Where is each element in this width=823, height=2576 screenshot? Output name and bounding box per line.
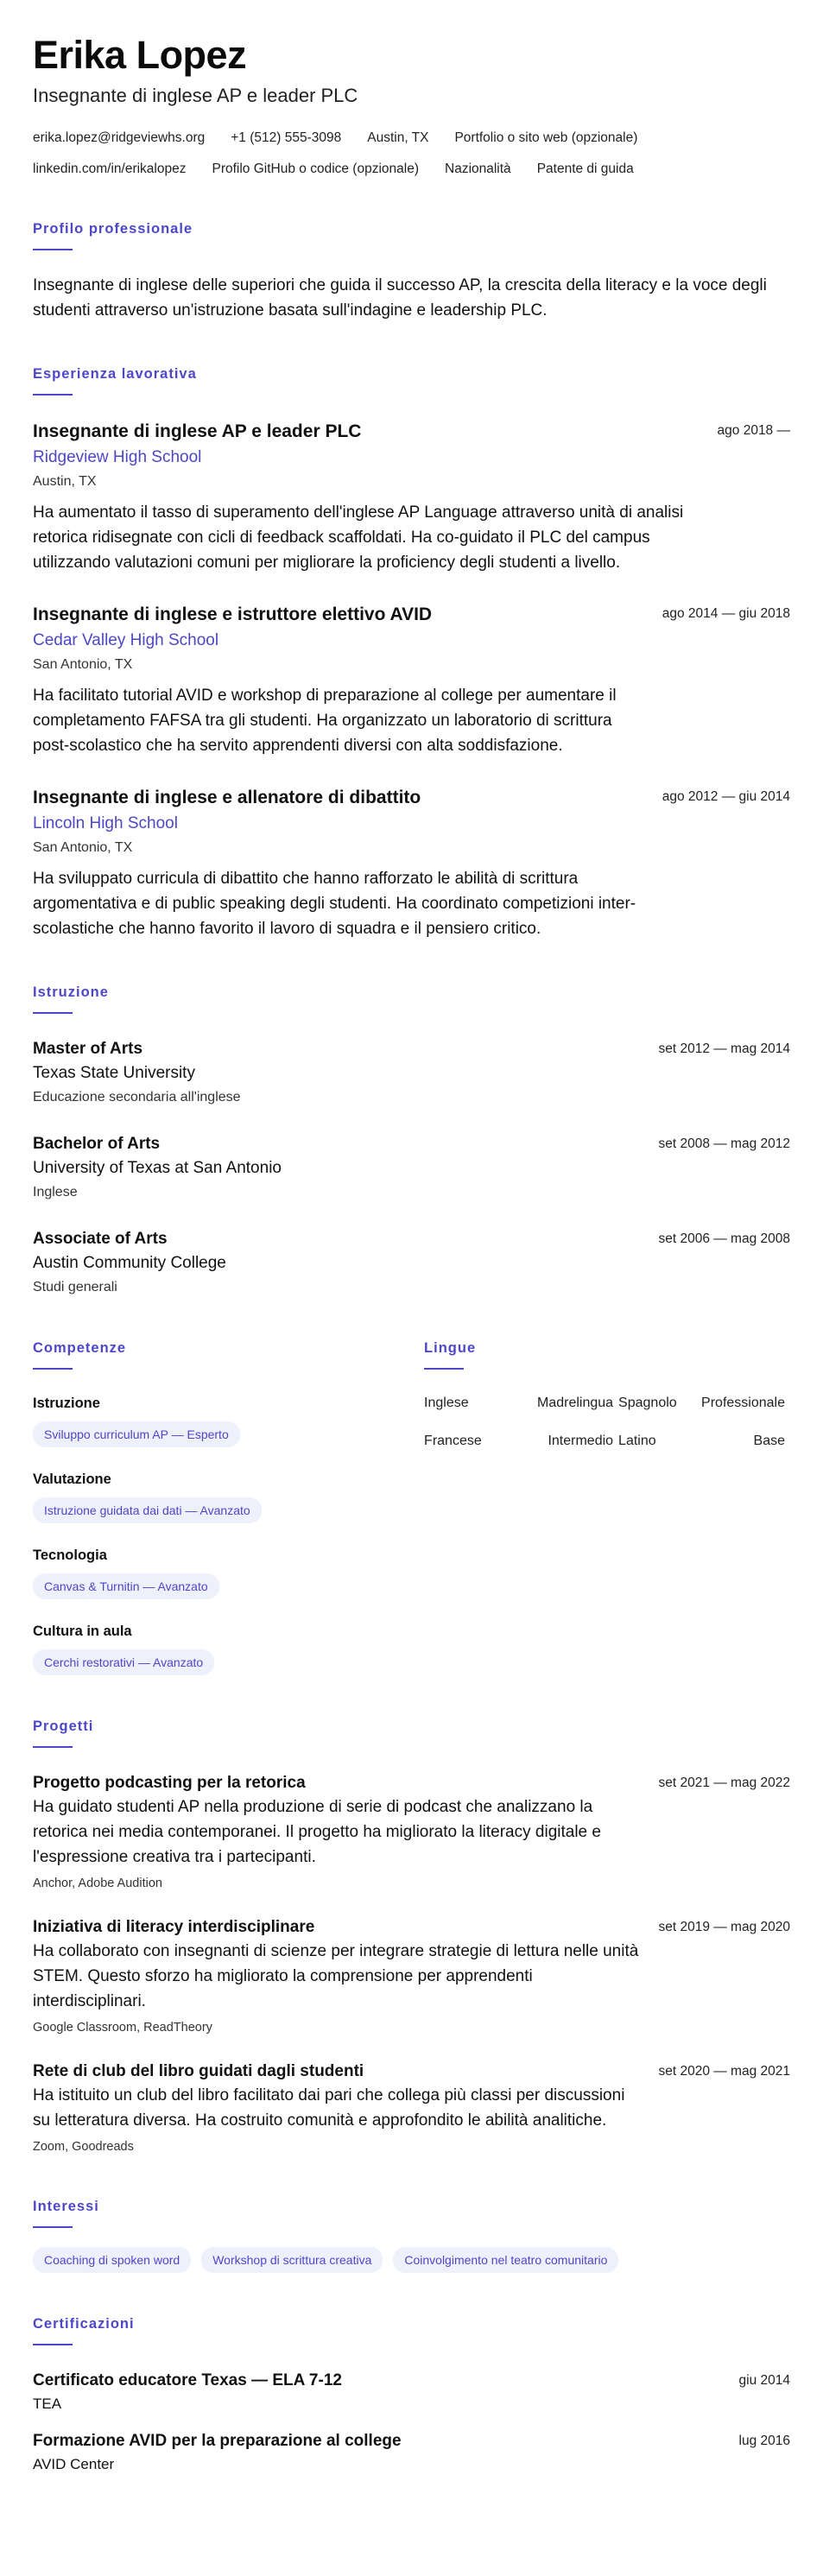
skills-section bbox=[33, 1339, 424, 1675]
project-tools: Zoom, Goodreads bbox=[33, 2140, 134, 2154]
certification-issuer: TEA bbox=[33, 2396, 62, 2412]
project-item bbox=[33, 1916, 790, 2036]
certification-date: lug 2016 bbox=[738, 2434, 790, 2448]
skill-category: Valutazione bbox=[33, 1472, 111, 1487]
degree-name: Master of Arts bbox=[33, 1040, 143, 1058]
languages-list bbox=[424, 1394, 790, 1451]
project-name: Iniziativa di literacy interdisciplinare bbox=[33, 1918, 315, 1936]
certification-issuer: AVID Center bbox=[33, 2456, 115, 2472]
skill-chip: Canvas & Turnitin — Avanzato bbox=[33, 1573, 219, 1599]
language-name: Latino bbox=[618, 1434, 656, 1448]
job-description: Ha facilitato tutorial AVID e workshop di preparazione al college per aumentare il completamento FAFSA tra gli studenti. Ha organizzato un laboratorio di scrittura post-scolastico che ha servito apprendenti diversi con alta soddisfazione. bbox=[33, 687, 617, 755]
skill-category: Tecnologia bbox=[33, 1547, 107, 1563]
project-dates: set 2019 — mag 2020 bbox=[658, 1920, 790, 1934]
experience-item bbox=[33, 786, 790, 941]
education-item bbox=[33, 1133, 790, 1202]
section-title: Interessi bbox=[33, 2199, 99, 2214]
job-description: Ha sviluppato curricula di dibattito che hanno rafforzato le abilità di scrittura argomentativa e di public speaking degli studenti. Ha coordinato competizioni inter-scolastiche che hanno favorito il lavoro di squadra e il pensiero critico. bbox=[33, 870, 636, 938]
certification-item bbox=[33, 2430, 790, 2475]
section-divider bbox=[33, 249, 73, 250]
project-tools: Google Classroom, ReadTheory bbox=[33, 2021, 212, 2035]
contact-linkedin[interactable]: linkedin.com/in/erikalopez bbox=[33, 161, 187, 176]
section-divider bbox=[33, 1746, 73, 1748]
section-title: Istruzione bbox=[33, 984, 109, 1000]
project-description: Ha collaborato con insegnanti di scienze per integrare strategie di lettura nelle unità STEM. Questo sforzo ha migliorato la comprensione per apprendenti interdisciplinari. bbox=[33, 1942, 639, 2010]
language-name: Francese bbox=[424, 1434, 482, 1448]
education-item bbox=[33, 1038, 790, 1107]
certification-name: Formazione AVID per la preparazione al college bbox=[33, 2432, 402, 2450]
languages-section bbox=[424, 1339, 790, 1675]
job-title: Insegnante di inglese AP e leader PLC bbox=[33, 421, 362, 441]
projects-section bbox=[33, 1717, 790, 2155]
summary-text: Insegnante di inglese delle superiori che guida il successo AP, la crescita della literacy e la voce degli studenti attraverso un'istruzione basata sull'indagine e leadership PLC. bbox=[33, 276, 767, 320]
skill-group bbox=[33, 1546, 424, 1599]
contact-github[interactable]: Profilo GitHub o codice (opzionale) bbox=[212, 161, 419, 176]
experience-section bbox=[33, 364, 790, 941]
skill-chip: Istruzione guidata dai dati — Avanzato bbox=[33, 1497, 262, 1523]
field-of-study: Studi generali bbox=[33, 1280, 117, 1294]
summary-section bbox=[33, 219, 790, 323]
school-name: Texas State University bbox=[33, 1064, 195, 1082]
certifications-section bbox=[33, 2314, 790, 2475]
interest-chip: Workshop di scrittura creativa bbox=[201, 2247, 383, 2273]
skills-languages-row bbox=[33, 1339, 790, 1675]
language-level: Intermedio bbox=[548, 1434, 614, 1448]
project-description: Ha istituito un club del libro facilitato dai pari che collega più classi per discussioni su letteratura diversa. Ha costruito comunità e approfondito le abilità analitiche. bbox=[33, 2086, 625, 2130]
section-title: Competenze bbox=[33, 1340, 127, 1356]
education-dates: set 2008 — mag 2012 bbox=[658, 1136, 790, 1151]
candidate-headline: Insegnante di inglese AP e leader PLC bbox=[33, 85, 358, 106]
section-title: Esperienza lavorativa bbox=[33, 366, 197, 382]
job-title: Insegnante di inglese e allenatore di dibattito bbox=[33, 788, 421, 807]
section-divider bbox=[33, 2344, 73, 2345]
degree-name: Associate of Arts bbox=[33, 1230, 168, 1248]
language-level: Madrelingua bbox=[536, 1396, 614, 1410]
section-divider bbox=[33, 2226, 73, 2228]
education-item bbox=[33, 1228, 790, 1297]
company-name: Ridgeview High School bbox=[33, 448, 202, 466]
section-divider bbox=[33, 394, 73, 396]
project-description: Ha guidato studenti AP nella produzione di serie di podcast che analizzano la retorica nei media contemporanei. Il progetto ha migliorato la literacy digitale e l'espressione creativa tra i partecipanti. bbox=[33, 1798, 601, 1866]
job-dates: ago 2014 — giu 2018 bbox=[662, 606, 790, 621]
education-dates: set 2012 — mag 2014 bbox=[658, 1041, 790, 1056]
language-level: Base bbox=[753, 1434, 785, 1448]
job-dates: ago 2012 — giu 2014 bbox=[662, 789, 790, 804]
interests-list bbox=[33, 2247, 790, 2273]
skill-category: Istruzione bbox=[33, 1396, 100, 1411]
job-title: Insegnante di inglese e istruttore elettivo AVID bbox=[33, 604, 433, 624]
education-dates: set 2006 — mag 2008 bbox=[658, 1231, 790, 1246]
school-name: Austin Community College bbox=[33, 1254, 226, 1272]
contact-row bbox=[33, 130, 790, 147]
contact-nationality: Nazionalità bbox=[445, 161, 511, 176]
project-name: Rete di club del libro guidati dagli studenti bbox=[33, 2062, 364, 2080]
contact-email[interactable]: erika.lopez@ridgeviewhs.org bbox=[33, 130, 206, 145]
certification-name: Certificato educatore Texas — ELA 7-12 bbox=[33, 2371, 342, 2389]
company-name: Lincoln High School bbox=[33, 814, 178, 832]
project-name: Progetto podcasting per la retorica bbox=[33, 1774, 306, 1792]
contact-portfolio[interactable]: Portfolio o sito web (opzionale) bbox=[454, 130, 638, 145]
education-section bbox=[33, 983, 790, 1297]
job-dates: ago 2018 — bbox=[717, 423, 790, 438]
field-of-study: Educazione secondaria all'inglese bbox=[33, 1090, 241, 1104]
section-divider bbox=[424, 1368, 464, 1370]
contact-location: Austin, TX bbox=[367, 130, 429, 145]
school-name: University of Texas at San Antonio bbox=[33, 1159, 282, 1177]
language-name: Inglese bbox=[424, 1396, 469, 1410]
contact-driving-license: Patente di guida bbox=[536, 161, 634, 176]
experience-item bbox=[33, 603, 790, 758]
contact-row bbox=[33, 161, 790, 178]
project-item bbox=[33, 1772, 790, 1892]
section-title: Certificazioni bbox=[33, 2316, 135, 2332]
experience-item bbox=[33, 420, 790, 575]
job-description: Ha aumentato il tasso di superamento dell'inglese AP Language attraverso unità di analisi retorica ridisegnate con cicli di feedback scaffoldati. Ha co-guidato il PLC del campus utilizzando valutazioni comuni per migliorare la proficiency degli studenti a livello. bbox=[33, 503, 684, 572]
skill-chip: Sviluppo curriculum AP — Esperto bbox=[33, 1421, 240, 1447]
certification-item bbox=[33, 2370, 790, 2415]
skill-chip: Cerchi restorativi — Avanzato bbox=[33, 1649, 214, 1675]
language-level: Professionale bbox=[701, 1396, 785, 1410]
skill-group bbox=[33, 1470, 424, 1523]
field-of-study: Inglese bbox=[33, 1185, 78, 1199]
project-dates: set 2021 — mag 2022 bbox=[658, 1775, 790, 1790]
section-title: Progetti bbox=[33, 1718, 94, 1734]
resume-header bbox=[33, 33, 790, 178]
skill-category: Cultura in aula bbox=[33, 1623, 132, 1639]
interest-chip: Coaching di spoken word bbox=[33, 2247, 191, 2273]
certification-date: giu 2014 bbox=[738, 2373, 790, 2388]
section-title: Profilo professionale bbox=[33, 221, 193, 237]
candidate-name: Erika Lopez bbox=[33, 33, 247, 77]
section-divider bbox=[33, 1368, 73, 1370]
project-tools: Anchor, Adobe Audition bbox=[33, 1877, 162, 1890]
job-location: San Antonio, TX bbox=[33, 657, 133, 672]
section-divider bbox=[33, 1012, 73, 1014]
contact-phone[interactable]: +1 (512) 555-3098 bbox=[231, 130, 342, 145]
project-dates: set 2020 — mag 2021 bbox=[658, 2064, 790, 2079]
section-title: Lingue bbox=[424, 1340, 477, 1356]
degree-name: Bachelor of Arts bbox=[33, 1135, 161, 1153]
project-item bbox=[33, 2060, 790, 2155]
interests-section bbox=[33, 2197, 790, 2273]
job-location: Austin, TX bbox=[33, 474, 97, 489]
interest-chip: Coinvolgimento nel teatro comunitario bbox=[393, 2247, 618, 2273]
skill-group bbox=[33, 1394, 424, 1447]
language-name: Spagnolo bbox=[618, 1396, 677, 1410]
skill-group bbox=[33, 1622, 424, 1675]
job-location: San Antonio, TX bbox=[33, 840, 133, 855]
company-name: Cedar Valley High School bbox=[33, 631, 219, 649]
